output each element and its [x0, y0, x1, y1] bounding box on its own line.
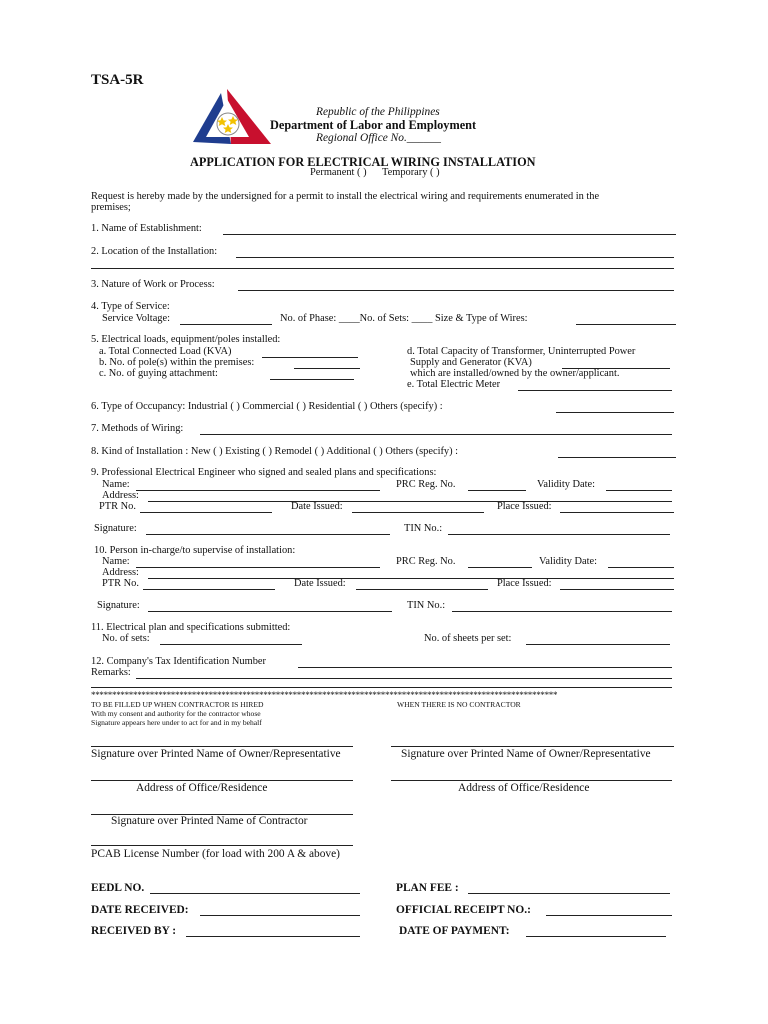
field-tax[interactable] — [298, 667, 672, 668]
intro-line-1: Request is hereby made by the undersigned for a permit to install the electrical wiring and requirements enumerated in the — [91, 191, 600, 202]
field-sheets[interactable] — [526, 644, 670, 645]
caption-owner-signature-right: Signature over Printed Name of Owner/Representative — [401, 748, 651, 760]
field-service-voltage[interactable] — [180, 324, 272, 325]
form-code: TSA-5R — [91, 72, 144, 88]
field-remarks-2[interactable] — [91, 687, 672, 688]
label-kind: 8. Kind of Installation : New ( ) Existing ( ) Remodel ( ) Additional ( ) Others (specify) : — [91, 446, 459, 457]
label-contractor-hired: TO BE FILLED UP WHEN CONTRACTOR IS HIRED — [91, 700, 264, 709]
label-load-d3: which are installed/owned by the owner/applicant. — [410, 368, 620, 379]
label-pee-tin: TIN No.: — [404, 523, 443, 534]
temporary-option: Temporary ( ) — [382, 167, 440, 178]
field-address-right[interactable] — [391, 780, 672, 781]
field-load-a[interactable] — [262, 357, 358, 358]
field-person-validity[interactable] — [608, 567, 674, 568]
caption-address-right: Address of Office/Residence — [458, 782, 590, 794]
field-load-c[interactable] — [270, 379, 354, 380]
consent-line-1: With my consent and authority for the contractor whose — [91, 709, 261, 718]
field-person-place-issued[interactable] — [560, 589, 674, 590]
dole-logo-icon — [191, 87, 273, 147]
field-owner-signature-left[interactable] — [91, 746, 353, 747]
field-pee-prc[interactable] — [468, 490, 526, 491]
field-person-prc[interactable] — [468, 567, 532, 568]
label-methods: 7. Methods of Wiring: — [91, 423, 184, 434]
label-person: 10. Person in-charge/to supervise of installation: — [94, 545, 296, 556]
field-location[interactable] — [236, 257, 674, 258]
label-service-voltage: Service Voltage: — [102, 313, 171, 324]
consent-line-2: Signature appears here under to act for and in my behalf — [91, 718, 262, 727]
label-date-payment: DATE OF PAYMENT: — [399, 925, 510, 937]
label-load-b: b. No. of pole(s) within the premises: — [99, 357, 255, 368]
label-person-signature: Signature: — [97, 600, 140, 611]
label-person-tin: TIN No.: — [407, 600, 446, 611]
label-plan-fee: PLAN FEE : — [396, 882, 459, 894]
label-nature: 3. Nature of Work or Process: — [91, 279, 215, 290]
caption-contractor-signature: Signature over Printed Name of Contractor — [111, 815, 308, 827]
label-pee-validity: Validity Date: — [537, 479, 595, 490]
field-pee-date-issued[interactable] — [352, 512, 484, 513]
form-title: APPLICATION FOR ELECTRICAL WIRING INSTALLATION — [190, 155, 536, 169]
field-pee-tin[interactable] — [448, 534, 670, 535]
field-address-left[interactable] — [91, 780, 353, 781]
field-owner-signature-right[interactable] — [391, 746, 674, 747]
field-person-name[interactable] — [136, 567, 380, 568]
label-sets: No. of sets: — [102, 633, 150, 644]
label-no-contractor: WHEN THERE IS NO CONTRACTOR — [397, 700, 521, 709]
field-establishment[interactable] — [223, 234, 676, 235]
field-person-ptr[interactable] — [143, 589, 275, 590]
label-pee-date-issued: Date Issued: — [291, 501, 343, 512]
field-pee-place-issued[interactable] — [560, 512, 674, 513]
label-person-validity: Validity Date: — [539, 556, 597, 567]
label-person-name: Name: — [102, 556, 130, 567]
republic-text: Republic of the Philippines — [316, 106, 440, 118]
field-pee-address[interactable] — [148, 501, 672, 502]
field-person-signature[interactable] — [148, 611, 392, 612]
label-pee: 9. Professional Electrical Engineer who signed and sealed plans and specifications: — [91, 467, 437, 478]
field-load-e[interactable] — [518, 390, 672, 391]
label-pee-signature: Signature: — [94, 523, 137, 534]
label-person-address: Address: — [102, 567, 139, 578]
field-pee-ptr[interactable] — [140, 512, 272, 513]
label-loads: 5. Electrical loads, equipment/poles installed: — [91, 334, 281, 345]
label-tax: 12. Company's Tax Identification Number — [91, 656, 266, 667]
label-person-prc: PRC Reg. No. — [396, 556, 456, 567]
label-load-d1: d. Total Capacity of Transformer, Uninterrupted Power — [407, 346, 636, 357]
label-pee-ptr: PTR No. — [99, 501, 136, 512]
label-person-place-issued: Place Issued: — [497, 578, 552, 589]
label-sheets: No. of sheets per set: — [424, 633, 512, 644]
label-person-ptr: PTR No. — [102, 578, 139, 589]
label-pee-address: Address: — [102, 490, 139, 501]
caption-owner-signature-left: Signature over Printed Name of Owner/Representative — [91, 748, 341, 760]
field-nature[interactable] — [238, 290, 674, 291]
label-load-c: c. No. of guying attachment: — [99, 368, 218, 379]
field-received-by[interactable] — [186, 936, 360, 937]
label-location: 2. Location of the Installation: — [91, 246, 218, 257]
label-pee-prc: PRC Reg. No. — [396, 479, 456, 490]
field-occupancy-other[interactable] — [556, 412, 674, 413]
field-plan-fee[interactable] — [468, 893, 670, 894]
label-load-e: e. Total Electric Meter — [407, 379, 501, 390]
intro-line-2: premises; — [91, 202, 131, 213]
field-kind-other[interactable] — [558, 457, 676, 458]
field-remarks[interactable] — [136, 678, 672, 679]
field-official-receipt[interactable] — [546, 915, 672, 916]
label-pee-place-issued: Place Issued: — [497, 501, 552, 512]
label-date-received: DATE RECEIVED: — [91, 904, 189, 916]
field-person-tin[interactable] — [452, 611, 672, 612]
caption-pcab: PCAB License Number (for load with 200 A & above) — [91, 848, 340, 860]
field-pcab[interactable] — [91, 845, 353, 846]
caption-address-left: Address of Office/Residence — [136, 782, 268, 794]
asterisk-separator: *************************************************************************************************************** — [91, 690, 558, 700]
label-remarks: Remarks: — [91, 667, 131, 678]
field-pee-signature[interactable] — [146, 534, 390, 535]
permanent-option: Permanent ( ) — [310, 167, 367, 178]
label-establishment: 1. Name of Establishment: — [91, 223, 202, 234]
field-location-2[interactable] — [91, 268, 674, 269]
field-date-received[interactable] — [200, 915, 360, 916]
regional-office: Regional Office No.______ — [316, 132, 441, 144]
label-person-date-issued: Date Issued: — [294, 578, 346, 589]
field-eedl[interactable] — [150, 893, 360, 894]
label-eedl: EEDL NO. — [91, 882, 145, 894]
label-load-a: a. Total Connected Load (KVA) — [99, 346, 232, 357]
field-person-date-issued[interactable] — [356, 589, 488, 590]
label-service-type: 4. Type of Service: — [91, 301, 170, 312]
field-methods[interactable] — [200, 434, 672, 435]
label-official-receipt: OFFICIAL RECEIPT NO.: — [396, 904, 531, 916]
department-name: Department of Labor and Employment — [270, 118, 477, 132]
label-plan: 11. Electrical plan and specifications submitted: — [91, 622, 291, 633]
field-load-b[interactable] — [294, 368, 360, 369]
label-pee-name: Name: — [102, 479, 130, 490]
label-phase-sets-wires: No. of Phase: ____No. of Sets: ____ Size & Type of Wires: — [280, 313, 528, 324]
field-wires[interactable] — [576, 324, 676, 325]
label-load-d2: Supply and Generator (KVA) — [410, 357, 532, 368]
label-received-by: RECEIVED BY : — [91, 925, 177, 937]
field-sets[interactable] — [160, 644, 302, 645]
field-pee-name[interactable] — [136, 490, 380, 491]
field-date-payment[interactable] — [526, 936, 666, 937]
label-occupancy: 6. Type of Occupancy: Industrial ( ) Commercial ( ) Residential ( ) Others (specify) : — [91, 401, 443, 412]
field-pee-validity[interactable] — [606, 490, 672, 491]
field-person-address[interactable] — [148, 578, 674, 579]
